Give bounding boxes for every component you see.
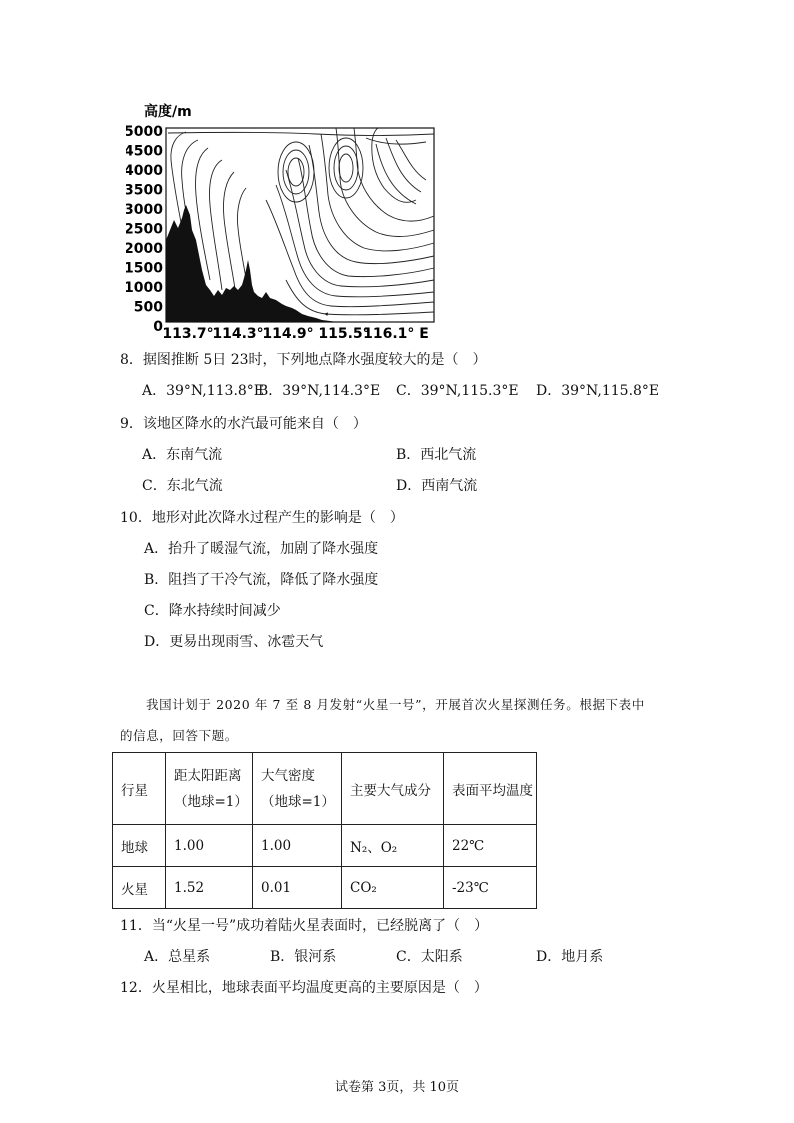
q8-option-c[interactable]: C．39°N,115.3°E [396,383,519,399]
x-tick-labels [162,326,429,342]
cell-density: 1.00 [253,825,342,867]
cell-density: 0.01 [253,867,342,909]
y-axis-label: 高度/m [144,104,192,120]
q8-option-d[interactable]: D．39°N,115.8°E [536,383,660,399]
cell-composition: CO₂ [342,867,444,909]
streamlines [168,128,434,315]
y-tick-label: 1000 [126,280,163,296]
cell-temperature: 22℃ [444,825,537,867]
cell-planet: 火星 [113,867,166,909]
streamline-chart-svg [126,100,446,345]
x-tick-label: 114.9° [262,326,314,342]
y-tick-label: 5000 [126,124,163,140]
y-tick-label: 4000 [126,163,163,179]
table-row [113,867,537,909]
question-10-stem: 10．地形对此次降水过程产生的影响是（ ） [120,510,404,526]
y-tick-labels [126,124,163,335]
terrain-silhouette [166,205,338,322]
y-tick-label: 3000 [126,202,163,218]
table-row [113,825,537,867]
x-tick-label: 115.5° [318,326,370,342]
intro-line-1: 我国计划于 2020 年 7 至 8 月发射“火星一号”，开展首次火星探测任务。根据下表中 [146,697,645,712]
cell-distance: 1.00 [166,825,253,867]
q11-option-b[interactable]: B．银河系 [270,949,337,965]
header-composition: 主要大气成分 [342,753,444,825]
q10-option-c[interactable]: C．降水持续时间减少 [144,603,281,619]
header-distance [166,753,253,825]
planet-table [112,752,537,909]
question-8-stem: 8．据图推断 5日 23时，下列地点降水强度较大的是（ ） [120,352,487,368]
page-footer: 试卷第 3页，共 10页 [334,1080,460,1095]
q8-option-a[interactable]: A．39°N,113.8°E [142,383,265,399]
q10-option-d[interactable]: D．更易出现雨雪、冰雹天气 [144,634,324,650]
intro-line-2: 的信息，回答下题。 [120,728,238,743]
q11-option-a[interactable]: A．总星系 [144,949,211,965]
q11-option-c[interactable]: C．太阳系 [396,949,463,965]
question-11-stem: 11．当“火星一号”成功着陆火星表面时，已经脱离了（ ） [120,918,489,934]
question-12-stem: 12．火星相比，地球表面平均温度更高的主要原因是（ ） [120,980,488,996]
q10-option-b[interactable]: B．阻挡了干冷气流，降低了降水强度 [144,572,379,588]
header-planet: 行星 [113,753,166,825]
question-9-stem: 9．该地区降水的水汽最可能来自（ ） [120,416,367,432]
y-tick-label: 0 [153,319,163,335]
y-tick-label: 1500 [126,260,163,277]
q9-option-c[interactable]: C．东北气流 [142,478,223,494]
cell-temperature: -23℃ [444,867,537,909]
header-distance-line1: 距太阳距离 [174,767,242,784]
y-tick-label: 2000 [126,241,163,257]
cell-distance: 1.52 [166,867,253,909]
q8-option-b[interactable]: B．39°N,114.3°E [258,383,381,399]
header-distance-line2: （地球=1） [174,793,248,810]
header-density [253,753,342,825]
x-tick-label: 113.7° [162,326,214,342]
y-tick-label: 4500 [126,143,163,160]
cell-planet: 地球 [113,825,166,867]
q9-option-a[interactable]: A．东南气流 [142,447,223,463]
q10-option-a[interactable]: A．抬升了暖湿气流，加剧了降水强度 [144,541,379,557]
q11-option-d[interactable]: D．地月系 [536,949,604,965]
cell-composition: N₂、O₂ [342,825,444,867]
q9-option-d[interactable]: D．西南气流 [396,478,478,494]
table-header-row [113,753,537,825]
q9-option-b[interactable]: B．西北气流 [396,447,477,463]
x-tick-label: 116.1° E [363,326,429,342]
streamline-chart [126,100,446,345]
y-tick-label: 2500 [126,221,163,238]
y-tick-label: 3500 [126,182,163,199]
header-density-line2: （地球=1） [261,793,335,810]
header-temperature: 表面平均温度 [444,753,537,825]
x-tick-label: 114.3° [212,326,264,342]
y-tick-label: 500 [133,299,163,316]
header-density-line1: 大气密度 [261,767,315,784]
